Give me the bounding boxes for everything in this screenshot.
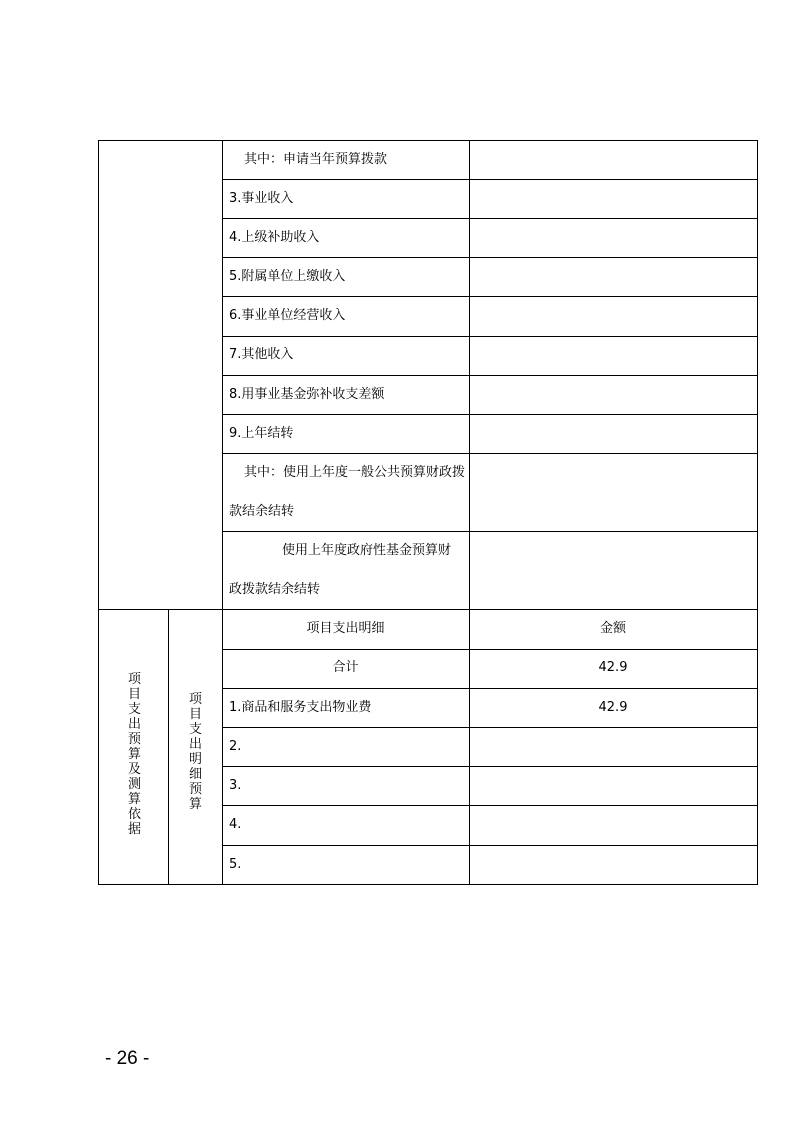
row-divider [222, 845, 758, 846]
section-divider [98, 609, 758, 610]
row-divider [222, 336, 758, 337]
row-divider [222, 727, 758, 728]
expenditure-outer-label: 项目支出预算及测算依据 [127, 672, 141, 837]
income-row-other: 7.其他收入 [229, 347, 294, 362]
table-border-top [98, 140, 758, 141]
col-divider [469, 140, 470, 885]
expenditure-item-label: 3. [229, 778, 242, 793]
income-row-general-carryover-line1: 其中：使用上年度一般公共预算财政拨 [244, 465, 466, 480]
page-number: - 26 - [105, 1048, 150, 1069]
income-row-appropriation: 其中：申请当年预算拨款 [244, 152, 388, 167]
expenditure-item-label: 2. [229, 739, 242, 754]
row-divider [222, 414, 758, 415]
income-row-subsidy: 4.上级补助收入 [229, 230, 320, 245]
row-divider [222, 179, 758, 180]
income-row-fund: 8.用事业基金弥补收支差额 [229, 387, 385, 402]
row-divider [222, 688, 758, 689]
income-row-carryover: 9.上年结转 [229, 426, 294, 441]
income-row-business: 3.事业收入 [229, 191, 294, 206]
table-border-bottom [98, 884, 758, 885]
expenditure-item-label: 1.商品和服务支出物业费 [229, 700, 372, 715]
expenditure-item-amount: 42.9 [598, 700, 628, 715]
row-divider [222, 805, 758, 806]
row-divider [222, 766, 758, 767]
expenditure-item-label: 5. [229, 857, 242, 872]
row-divider [222, 453, 758, 454]
header-amount: 金额 [599, 621, 626, 636]
row-divider [222, 218, 758, 219]
row-divider [222, 531, 758, 532]
table-border-left [98, 140, 99, 885]
row-divider [222, 296, 758, 297]
row-divider [222, 257, 758, 258]
row-divider [222, 649, 758, 650]
income-row-fund-carryover-line2: 政拨款结余结转 [229, 582, 321, 597]
income-row-affiliate: 5.附属单位上缴收入 [229, 269, 346, 284]
table-border-right [757, 140, 758, 885]
income-row-operating: 6.事业单位经营收入 [229, 308, 346, 323]
expenditure-inner-label: 项目支出明细预算 [188, 692, 202, 812]
income-row-general-carryover-line2: 款结余结转 [229, 504, 295, 519]
row-divider [222, 375, 758, 376]
total-amount: 42.9 [598, 660, 628, 675]
income-row-fund-carryover-line1: 使用上年度政府性基金预算财 [282, 543, 452, 558]
expenditure-item-label: 4. [229, 817, 242, 832]
header-item: 项目支出明细 [306, 621, 385, 636]
col-divider [168, 609, 169, 885]
total-label: 合计 [332, 660, 359, 675]
col-divider [222, 140, 223, 885]
